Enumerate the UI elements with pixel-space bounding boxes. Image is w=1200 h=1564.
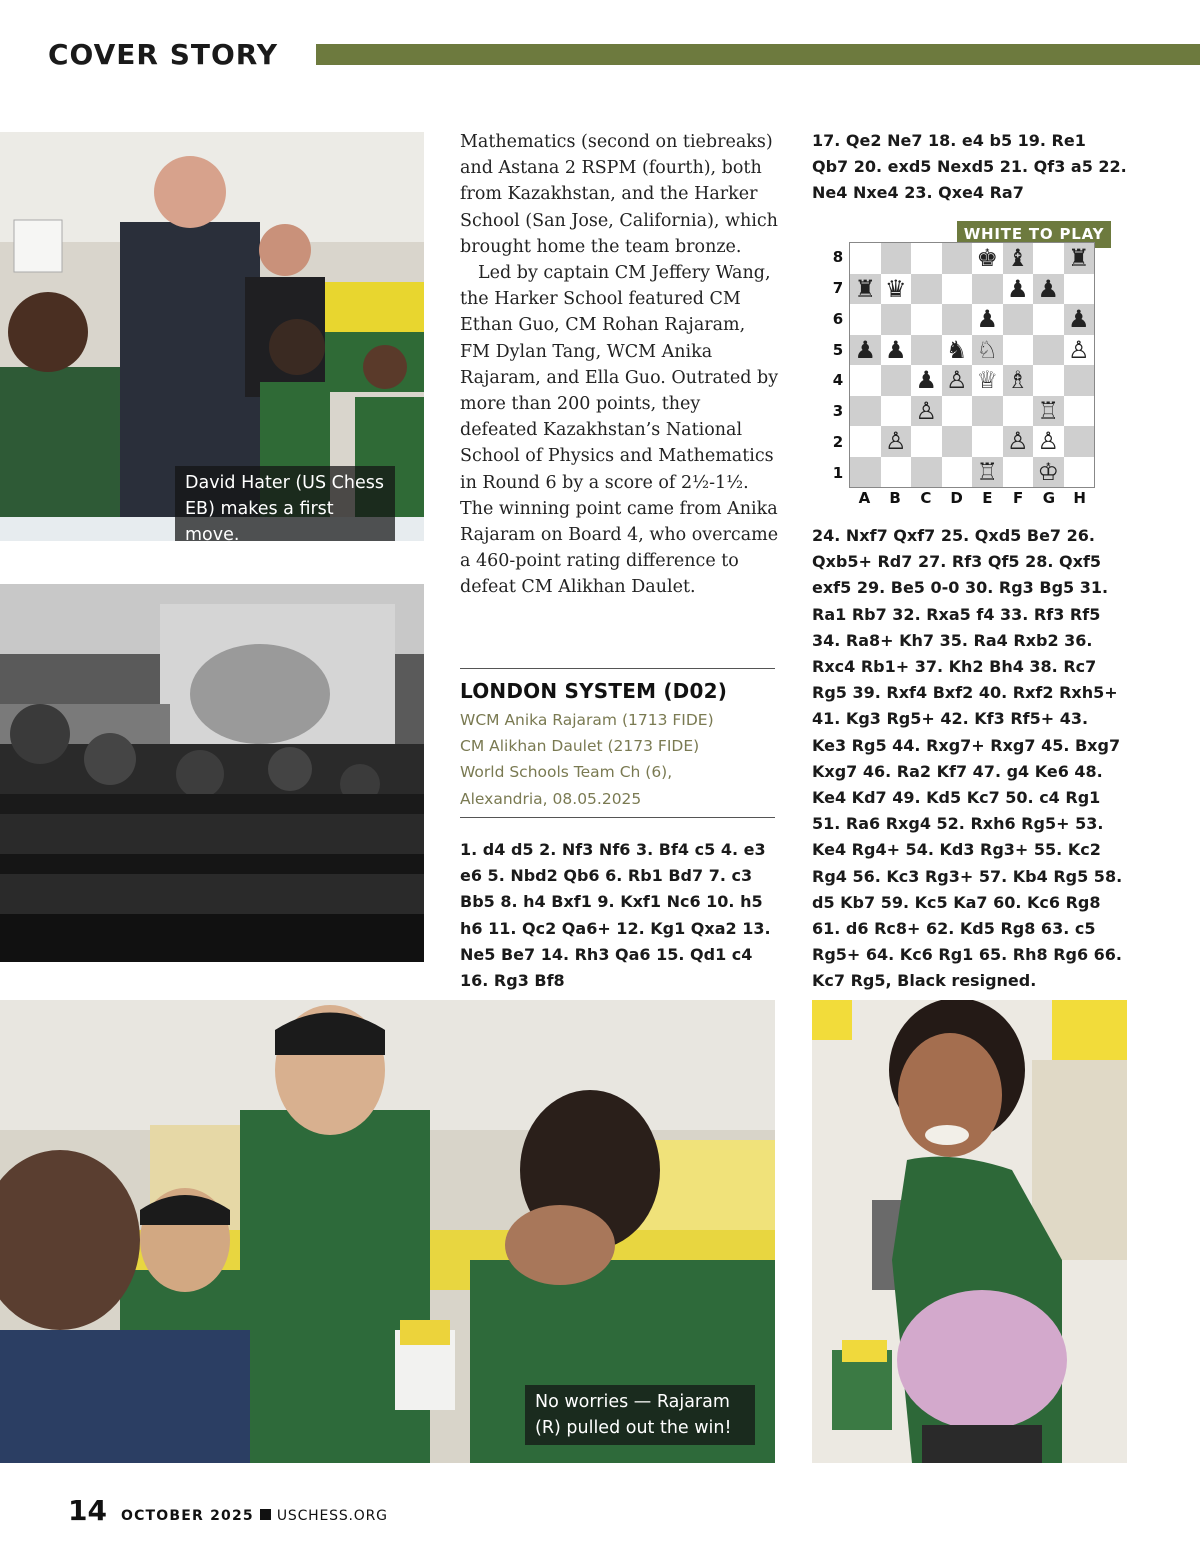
board-square: [972, 426, 1003, 457]
issue-date: OCTOBER 2025: [120, 1508, 254, 1524]
white-player: WCM Anika Rajaram (1713 FIDE): [460, 711, 714, 729]
board-square: [1064, 457, 1095, 488]
board-square: [911, 457, 942, 488]
board-square: [911, 243, 942, 274]
board-square: ♟: [1033, 274, 1064, 305]
rank-label: 3: [832, 402, 844, 421]
divider: [460, 668, 775, 669]
file-label: B: [889, 489, 901, 507]
moves-block-1: 1. d4 d5 2. Nf3 Nf6 3. Bf4 c5 4. e3 e6 5. Nbd2 Qb6 6. Rb1 Bd7 7. c3 Bb5 8. h4 Bxf1 9. Kxf1 Nc6 10. h5 h6 11. Qc2 Qa6+ 12. Kg1 Qxa2 13. Ne5 Be7 14. Rh3 Qa6 15. Qd1 c4 16. Rg3 Bf8: [460, 840, 771, 991]
page-number: 14: [68, 1494, 107, 1527]
board-square: ♟: [850, 335, 881, 366]
board-square: [1064, 396, 1095, 427]
board-square: ♘: [972, 335, 1003, 366]
board-square: [1064, 426, 1095, 457]
board-square: [911, 304, 942, 335]
board-square: ♙: [1003, 426, 1034, 457]
board-square: ♜: [1064, 243, 1095, 274]
board-square: ♟: [911, 365, 942, 396]
board-square: [850, 243, 881, 274]
file-label: A: [858, 489, 871, 507]
rank-label: 6: [832, 309, 844, 328]
file-label: H: [1073, 489, 1086, 507]
board-square: [942, 304, 973, 335]
board-square: ♟: [1064, 304, 1095, 335]
photo-anika-rajaram: [812, 1000, 1127, 1463]
board-square: [1064, 274, 1095, 305]
board-square: [972, 396, 1003, 427]
board-square: ♙: [1033, 426, 1064, 457]
board-square: [881, 365, 912, 396]
board-square: ♗: [1003, 365, 1034, 396]
rank-label: 4: [832, 371, 844, 390]
board-square: [911, 426, 942, 457]
board-square: [942, 274, 973, 305]
board-square: ♙: [881, 426, 912, 457]
board-square: [1033, 335, 1064, 366]
board-square: ♖: [1033, 396, 1064, 427]
board-square: [1003, 396, 1034, 427]
chess-board: [849, 242, 1095, 488]
diagram-label: WHITE TO PLAY: [957, 221, 1111, 248]
board-square: [911, 335, 942, 366]
board-square: ♟: [1003, 274, 1034, 305]
board-square: ♝: [1003, 243, 1034, 274]
board-square: ♟: [881, 335, 912, 366]
file-label: D: [950, 489, 963, 507]
photo-harker-team: [0, 1000, 775, 1463]
photo-auditorium: [0, 584, 424, 962]
board-square: [881, 457, 912, 488]
photo-caption: David Hater (US Chess EB) makes a first move.: [175, 466, 395, 541]
article-column: [460, 129, 780, 601]
board-square: [850, 457, 881, 488]
rank-label: 8: [832, 248, 844, 267]
game-info: [460, 707, 714, 812]
event-place-date: Alexandria, 08.05.2025: [460, 789, 642, 808]
board-square: [1064, 365, 1095, 396]
page-footer: [68, 1494, 388, 1527]
board-square: [1033, 365, 1064, 396]
board-square: [1003, 335, 1034, 366]
board-square: ♖: [972, 457, 1003, 488]
game-title: LONDON SYSTEM (D02): [460, 679, 728, 703]
file-label: C: [920, 489, 932, 507]
board-square: ♔: [1033, 457, 1064, 488]
board-square: ♙: [942, 365, 973, 396]
rank-label: 2: [832, 432, 844, 451]
board-square: [1003, 304, 1034, 335]
board-square: [850, 396, 881, 427]
event-name: World Schools Team Ch (6),: [460, 763, 673, 782]
board-square: ♙: [1064, 335, 1095, 366]
board-square: [942, 426, 973, 457]
board-square: [850, 365, 881, 396]
moves-block-2: 17. Qe2 Ne7 18. e4 b5 19. Re1 Qb7 20. exd5 Nexd5 21. Qf3 a5 22. Ne4 Nxe4 23. Qxe4 Ra7: [812, 131, 1127, 203]
board-square: [850, 426, 881, 457]
board-square: ♕: [972, 365, 1003, 396]
board-square: ♜: [850, 274, 881, 305]
file-label: F: [1013, 489, 1024, 507]
board-square: ♛: [881, 274, 912, 305]
divider: [460, 817, 775, 818]
board-square: [972, 274, 1003, 305]
board-square: [881, 304, 912, 335]
section-rule: [316, 44, 1200, 65]
board-square: [1003, 457, 1034, 488]
photo-david-hater: [0, 132, 424, 541]
site-url: USCHESS.ORG: [276, 1508, 388, 1524]
board-square: [881, 396, 912, 427]
board-square: [1033, 304, 1064, 335]
board-square: ♚: [972, 243, 1003, 274]
file-label: G: [1042, 489, 1056, 507]
photo-scene: [812, 1000, 1127, 1463]
rank-label: 7: [832, 279, 844, 298]
rank-label: 5: [832, 340, 844, 359]
board-square: ♞: [942, 335, 973, 366]
board-square: [911, 274, 942, 305]
board-square: [1033, 243, 1064, 274]
article-paragraph-2: Led by captain CM Jeffery Wang, the Harker School featured CM Ethan Guo, CM Rohan Rajaram, FM Dylan Tang, WCM Anika Rajaram, and Ella Guo. Outrated by more than 200 points, they defeated Kazakhstan’s National School of Physics and Mathematics in Round 6 by a score of 2½-1½. The winning point came from Anika Rajaram on Board 4, who overcame a 460-point rating difference to defeat CM Alikhan Daulet.: [460, 263, 779, 598]
board-square: [942, 396, 973, 427]
board-square: [942, 243, 973, 274]
board-square: [881, 243, 912, 274]
article-paragraph-1: Mathematics (second on tiebreaks) and Astana 2 RSPM (fourth), both from Kazakhstan, and the Harker School (San Jose, California), which brought home the team bronze.: [460, 132, 778, 257]
file-label: E: [982, 489, 993, 507]
photo-scene: [0, 584, 424, 962]
board-square: ♙: [911, 396, 942, 427]
board-square: [942, 457, 973, 488]
board-square: [850, 304, 881, 335]
moves-block-3: 24. Nxf7 Qxf7 25. Qxd5 Be7 26. Qxb5+ Rd7 27. Rf3 Qf5 28. Qxf5 exf5 29. Be5 0-0 30. Rg3 Bg5 31. Ra1 Rb7 32. Rxa5 f4 33. Rf3 Rf5 34. Ra8+ Kh7 35. Ra4 Rxb2 36. Rxc4 Rb1+ 37. Kh2 Bh4 38. Rc7 Rg5 39. Rxf4 Bxf2 40. Rxf2 Rxh5+ 41. Kg3 Rg5+ 42. Kf3 Rf5+ 43. Ke3 Rg5 44. Rxg7+ Rxg7 45. Bxg7 Kxg7 46. Ra2 Kf7 47. g4 Ke6 48. Ke4 Kd7 49. Kd5 Kc7 50. c4 Rg1 51. Ra6 Rxg4 52. Rxh6 Rg5+ 53. Ke4 Rg4+ 54. Kd3 Rg3+ 55. Kc2 Rg4 56. Kc3 Rg3+ 57. Kb4 Rg5 58. d5 Kb7 59. Kc5 Ka7 60. Kc6 Rg8 61. d6 Rc8+ 62. Kd5 Rg8 63. c5 Rg5+ 64. Kc6 Rg1 65. Rh8 Rg6 66. Kc7 Rg5, Black resigned.: [812, 526, 1123, 991]
square-bullet-icon: [260, 1509, 271, 1520]
photo-caption: No worries — Rajaram (R) pulled out the win!: [525, 1385, 755, 1445]
rank-label: 1: [832, 463, 844, 482]
black-player: CM Alikhan Daulet (2173 FIDE): [460, 737, 700, 756]
section-heading: COVER STORY: [48, 38, 279, 71]
board-square: ♟: [972, 304, 1003, 335]
